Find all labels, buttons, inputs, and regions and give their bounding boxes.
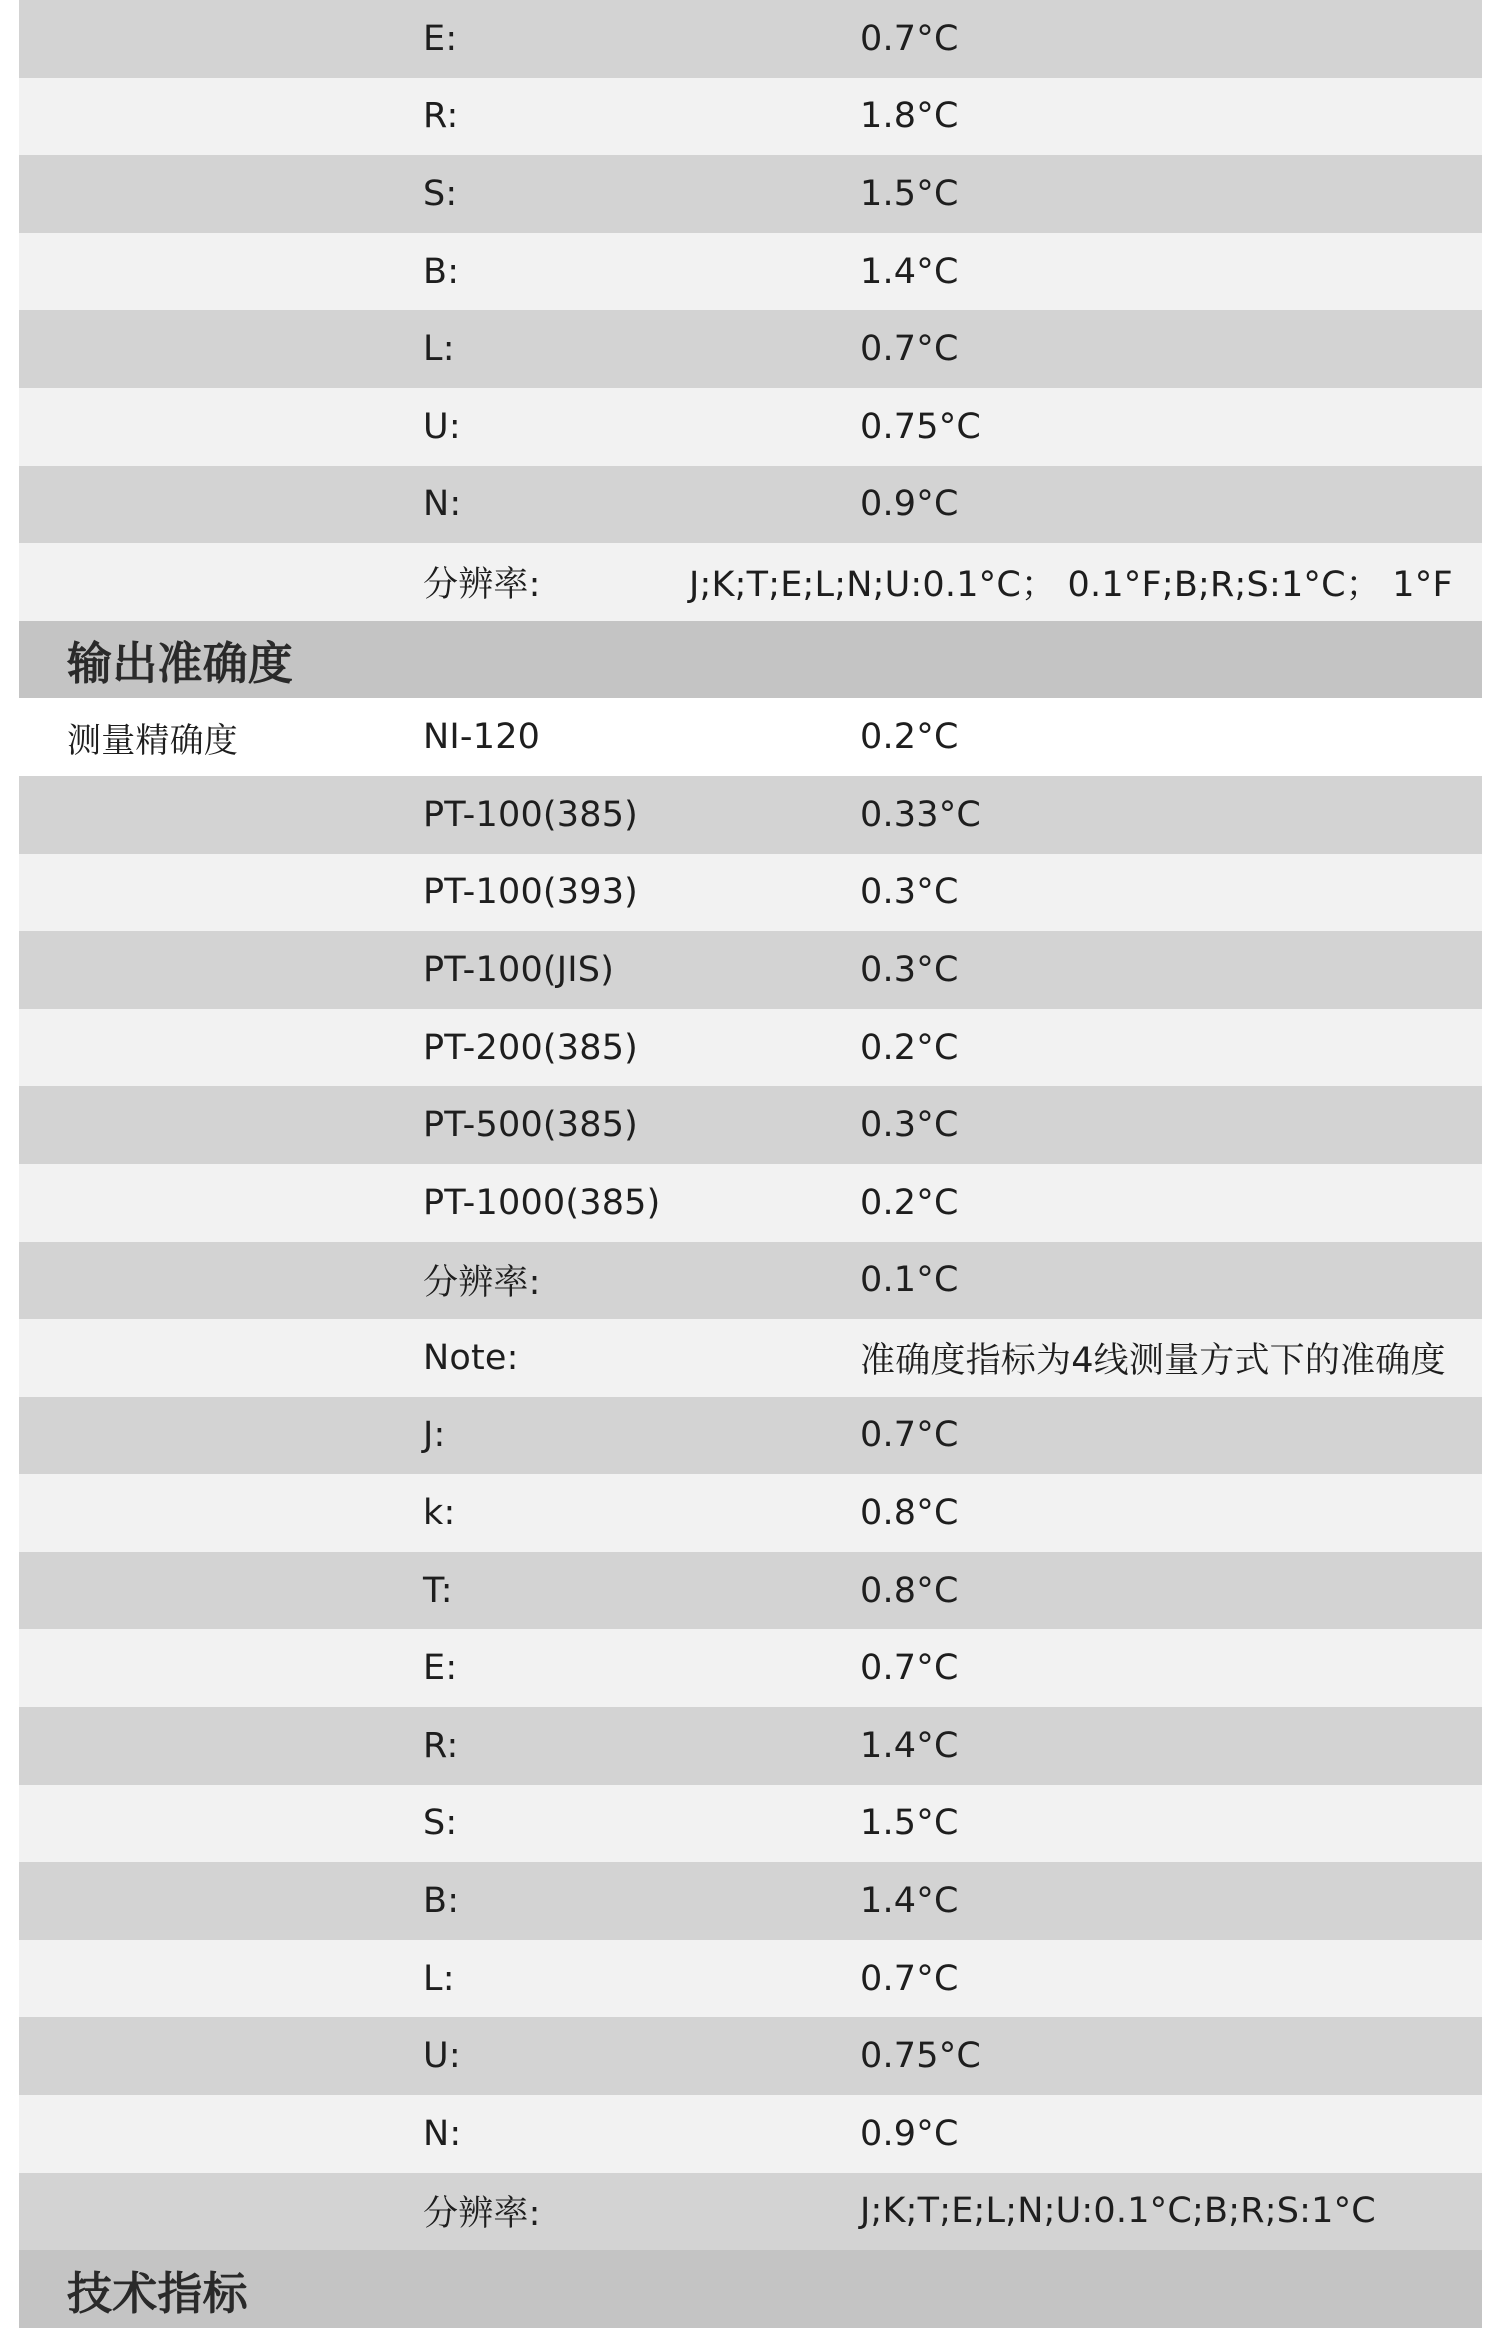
row-label: PT-100(385) <box>423 794 639 835</box>
row-value: 0.33°C <box>860 794 982 835</box>
table-row <box>19 155 1482 233</box>
row-value: 0.3°C <box>860 872 959 913</box>
row-value: 1.4°C <box>860 251 959 292</box>
row-value: 0.7°C <box>860 18 959 59</box>
section-header <box>19 621 1482 699</box>
table-row <box>19 1474 1482 1552</box>
row-value: 0.8°C <box>860 1570 959 1611</box>
row-value: 1.5°C <box>860 1803 959 1844</box>
table-row <box>19 1707 1482 1785</box>
row-value: 0.75°C <box>860 2036 982 2077</box>
table-row <box>19 1086 1482 1164</box>
table-row <box>19 1785 1482 1863</box>
table-row <box>19 2017 1482 2095</box>
row-label: PT-100(JIS) <box>423 949 615 990</box>
table-row <box>19 1552 1482 1630</box>
table-row <box>19 931 1482 1009</box>
table-row <box>19 466 1482 544</box>
table-row <box>19 1009 1482 1087</box>
table-row <box>19 388 1482 466</box>
row-label: B: <box>423 251 460 292</box>
row-value: 0.3°C <box>860 949 959 990</box>
row-value: 0.7°C <box>860 1958 959 1999</box>
row-value: 0.9°C <box>860 2113 959 2154</box>
table-row <box>19 310 1482 388</box>
table-row <box>19 854 1482 932</box>
row-label: k: <box>423 1493 456 1534</box>
row-value: 0.9°C <box>860 484 959 525</box>
row-label: J: <box>423 1415 446 1456</box>
row-value: 0.2°C <box>860 1027 959 1068</box>
row-label: L: <box>423 1958 455 1999</box>
row-label: L: <box>423 329 455 370</box>
row-category: 测量精确度 <box>67 720 238 761</box>
row-label: T: <box>423 1570 453 1611</box>
row-value: 0.2°C <box>860 717 959 758</box>
row-label: R: <box>423 1725 459 1766</box>
row-value: 0.75°C <box>860 406 982 447</box>
row-label: 分辨率: <box>423 1263 541 1304</box>
row-value: 0.7°C <box>860 1415 959 1456</box>
row-value: J;K;T;E;L;N;U:0.1°C;B;R;S:1°C <box>860 2191 1376 2232</box>
row-value: 0.2°C <box>860 1182 959 1223</box>
row-label: PT-1000(385) <box>423 1182 661 1223</box>
row-label: B: <box>423 1881 460 1922</box>
row-label: N: <box>423 2113 462 2154</box>
table-row <box>19 698 1482 776</box>
table-row <box>19 1164 1482 1242</box>
table-row <box>19 543 1482 621</box>
row-label: PT-200(385) <box>423 1027 639 1068</box>
row-label: S: <box>423 173 458 214</box>
table-row <box>19 2095 1482 2173</box>
row-value: 0.7°C <box>860 1648 959 1689</box>
row-label: U: <box>423 406 461 447</box>
row-value: 1.5°C <box>860 173 959 214</box>
row-label: E: <box>423 18 458 59</box>
spec-table <box>19 0 1482 2328</box>
row-value: 1.4°C <box>860 1881 959 1922</box>
table-row <box>19 1862 1482 1940</box>
row-value: 准确度指标为4线测量方式下的准确度 <box>860 1340 1446 1381</box>
row-label: NI-120 <box>423 717 541 758</box>
section-title: 输出准确度 <box>67 637 294 691</box>
row-value: J;K;T;E;L;N;U:0.1°C； 0.1°F;B;R;S:1°C； 1°F <box>689 564 1453 605</box>
row-label: PT-100(393) <box>423 872 639 913</box>
row-value: 0.7°C <box>860 329 959 370</box>
table-row <box>19 776 1482 854</box>
row-value: 0.8°C <box>860 1493 959 1534</box>
row-value: 0.3°C <box>860 1105 959 1146</box>
row-value: 1.8°C <box>860 96 959 137</box>
row-label: R: <box>423 96 459 137</box>
table-row <box>19 78 1482 156</box>
section-header <box>19 2250 1482 2328</box>
table-row <box>19 233 1482 311</box>
row-label: U: <box>423 2036 461 2077</box>
table-row <box>19 1319 1482 1397</box>
table-row <box>19 2173 1482 2251</box>
row-label: S: <box>423 1803 458 1844</box>
row-label: 分辨率: <box>423 564 541 605</box>
row-label: Note: <box>423 1337 519 1378</box>
row-value: 1.4°C <box>860 1725 959 1766</box>
table-row <box>19 1397 1482 1475</box>
table-row <box>19 1242 1482 1320</box>
table-row <box>19 1940 1482 2018</box>
section-title: 技术指标 <box>67 2266 248 2320</box>
table-row <box>19 1629 1482 1707</box>
table-row <box>19 0 1482 78</box>
row-value: 0.1°C <box>860 1260 959 1301</box>
row-label: PT-500(385) <box>423 1105 639 1146</box>
row-label: E: <box>423 1648 458 1689</box>
row-label: N: <box>423 484 462 525</box>
row-label: 分辨率: <box>423 2194 541 2235</box>
